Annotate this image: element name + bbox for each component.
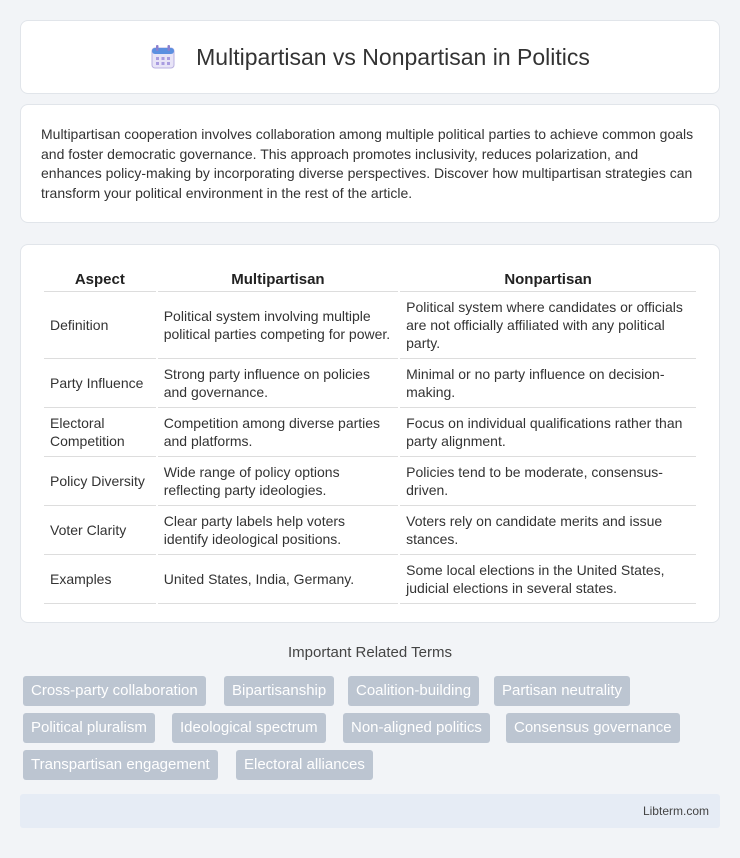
tag-transpartisan-engagement[interactable]: Transpartisan engagement [23,750,218,780]
table-row [44,408,696,457]
tag-cross-party-collaboration[interactable]: Cross-party collaboration [23,676,206,706]
cell-nonpartisan: Policies tend to be moderate, consensus-driven. [400,457,696,506]
title-card [20,20,720,94]
cell-multipartisan: Wide range of policy options reflecting party ideologies. [158,457,398,506]
comparison-card [20,244,720,623]
cell-nonpartisan: Some local elections in the United States, judicial elections in several states. [400,555,696,604]
cell-aspect: Definition [44,292,156,359]
cell-aspect: Voter Clarity [44,506,156,555]
table-row [44,292,696,359]
page-title: Multipartisan vs Nonpartisan in Politics [196,43,590,70]
tag-consensus-governance[interactable]: Consensus governance [506,713,680,743]
cell-nonpartisan: Minimal or no party influence on decision-making. [400,359,696,408]
table-header-row [44,263,696,292]
footer-brand[interactable]: Libterm.com [642,804,709,818]
cell-aspect: Examples [44,555,156,604]
comparison-table [42,263,698,604]
cell-multipartisan: Clear party labels help voters identify ideological positions. [158,506,398,555]
tag-coalition-building[interactable]: Coalition-building [348,676,479,706]
header-nonpartisan: Nonpartisan [400,263,696,292]
tag-political-pluralism[interactable]: Political pluralism [23,713,155,743]
cell-aspect: Policy Diversity [44,457,156,506]
cell-multipartisan: United States, India, Germany. [158,555,398,604]
cell-multipartisan: Political system involving multiple political parties competing for power. [158,292,398,359]
related-terms-title: Important Related Terms [288,644,452,661]
cell-nonpartisan: Focus on individual qualifications rather than party alignment. [400,408,696,457]
cell-multipartisan: Strong party influence on policies and governance. [158,359,398,408]
tag-bipartisanship[interactable]: Bipartisanship [224,676,334,706]
cell-nonpartisan: Voters rely on candidate merits and issue stances. [400,506,696,555]
table-row [44,506,696,555]
table-row [44,359,696,408]
tag-non-aligned-politics[interactable]: Non-aligned politics [343,713,490,743]
cell-multipartisan: Competition among diverse parties and platforms. [158,408,398,457]
header-aspect: Aspect [44,263,156,292]
table-row [44,555,696,604]
cell-nonpartisan: Political system where candidates or officials are not officially affiliated with any political party. [400,292,696,359]
table-row [44,457,696,506]
header-multipartisan: Multipartisan [158,263,398,292]
footer [20,794,720,828]
intro-text: Multipartisan cooperation involves collaboration among multiple political parties to achieve common goals and foster democratic governance. This approach promotes inclusivity, reduces polarization, and enhances policy-making by incorporating diverse perspectives. Discover how multipartisan strategies can transform your political environment in the rest of the article. [41,126,694,201]
tag-ideological-spectrum[interactable]: Ideological spectrum [172,713,326,743]
tag-electoral-alliances[interactable]: Electoral alliances [236,750,373,780]
tag-partisan-neutrality[interactable]: Partisan neutrality [494,676,630,706]
cell-aspect: Electoral Competition [44,408,156,457]
intro-card [20,104,720,223]
cell-aspect: Party Influence [44,359,156,408]
calendar-icon [150,44,176,70]
